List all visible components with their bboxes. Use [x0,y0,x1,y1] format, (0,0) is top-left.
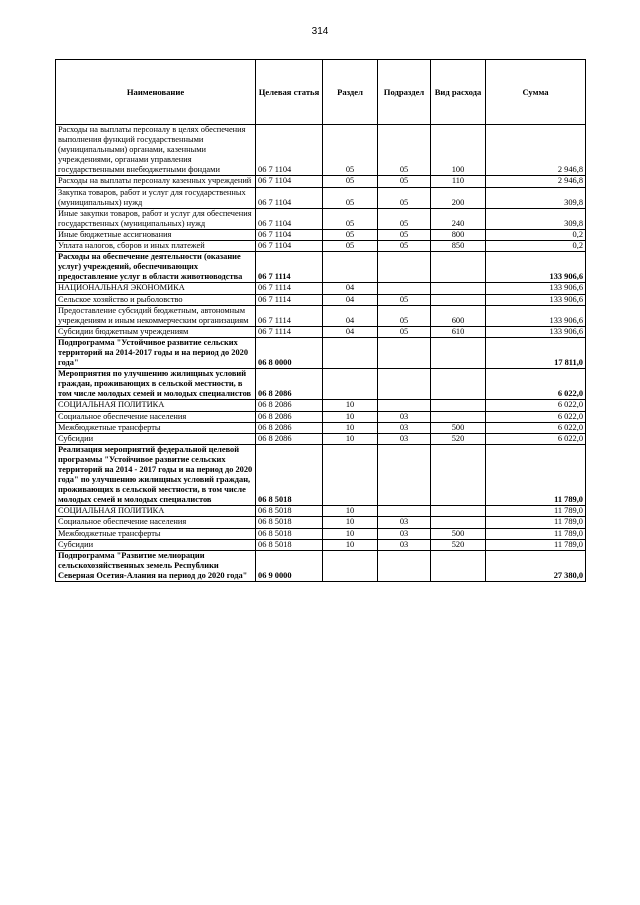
table-row [56,252,586,283]
cell-section: 04 [323,283,378,294]
cell-kind [431,400,486,411]
cell-target: 06 7 1114 [256,294,323,305]
cell-subsection: 05 [378,241,431,252]
budget-table [55,59,586,582]
cell-sum: 6 022,0 [486,411,586,422]
header-kind: Вид расхода [431,60,486,125]
table-row [56,550,586,581]
cell-subsection [378,444,431,506]
table-row [56,506,586,517]
header-name: Наименование [56,60,256,125]
cell-section: 05 [323,125,378,176]
cell-name: Уплата налогов, сборов и иных платежей [56,241,256,252]
cell-target: 06 7 1104 [256,176,323,187]
table-row [56,539,586,550]
cell-sum: 0,2 [486,241,586,252]
cell-kind: 520 [431,433,486,444]
cell-target: 06 7 1114 [256,283,323,294]
cell-subsection: 05 [378,125,431,176]
cell-subsection: 03 [378,528,431,539]
table-row [56,283,586,294]
header-sum: Сумма [486,60,586,125]
cell-sum: 6 022,0 [486,369,586,400]
cell-sum: 133 906,6 [486,283,586,294]
cell-target: 06 8 5018 [256,506,323,517]
cell-subsection: 03 [378,433,431,444]
table-row [56,444,586,506]
cell-sum: 133 906,6 [486,305,586,326]
cell-kind [431,506,486,517]
cell-section: 05 [323,187,378,208]
cell-target: 06 8 0000 [256,337,323,368]
cell-section: 05 [323,208,378,229]
cell-section: 04 [323,305,378,326]
cell-target: 06 7 1114 [256,252,323,283]
cell-section: 10 [323,506,378,517]
cell-kind: 520 [431,539,486,550]
cell-name: Реализация мероприятий федеральной целевой программы "Устойчивое развитие сельских территорий на 2014 - 2017 годы и на период до 2020 года" по улучшению жилищных условий граждан, проживающих в сельской местности, в том числе молодых семей и молодых специалистов [56,444,256,506]
table-row [56,208,586,229]
cell-subsection: 05 [378,305,431,326]
cell-subsection [378,252,431,283]
cell-subsection [378,550,431,581]
cell-subsection [378,283,431,294]
cell-name: Расходы на выплаты персоналу в целях обеспечения выполнения функций государственными (муниципальными) органами, казенными учреждениями, органами управления государственными внебюджетными фондами [56,125,256,176]
table-row [56,176,586,187]
cell-kind: 850 [431,241,486,252]
cell-sum: 2 946,8 [486,176,586,187]
cell-name: Расходы на выплаты персоналу казенных учреждений [56,176,256,187]
cell-kind: 100 [431,125,486,176]
cell-subsection: 03 [378,517,431,528]
cell-target: 06 8 2086 [256,369,323,400]
cell-subsection: 05 [378,176,431,187]
cell-section: 10 [323,422,378,433]
cell-subsection [378,337,431,368]
cell-name: Социальное обеспечение населения [56,411,256,422]
table-row [56,337,586,368]
cell-target: 06 7 1104 [256,187,323,208]
cell-sum: 17 811,0 [486,337,586,368]
cell-section: 10 [323,517,378,528]
cell-kind [431,252,486,283]
cell-section: 05 [323,229,378,240]
cell-name: СОЦИАЛЬНАЯ ПОЛИТИКА [56,400,256,411]
header-section: Раздел [323,60,378,125]
table-row [56,187,586,208]
table-row [56,517,586,528]
table-row [56,125,586,176]
cell-kind [431,294,486,305]
cell-name: Сельское хозяйство и рыболовство [56,294,256,305]
cell-name: СОЦИАЛЬНАЯ ПОЛИТИКА [56,506,256,517]
cell-section: 04 [323,294,378,305]
cell-subsection: 05 [378,187,431,208]
cell-kind [431,411,486,422]
cell-name: Подпрограмма "Развитие мелиорации сельскохозяйственных земель Республики Северная Осетия-Алания на период до 2020 года" [56,550,256,581]
cell-kind [431,283,486,294]
cell-sum: 6 022,0 [486,422,586,433]
cell-sum: 27 380,0 [486,550,586,581]
cell-section: 04 [323,326,378,337]
cell-subsection: 03 [378,539,431,550]
cell-subsection: 05 [378,208,431,229]
header-target: Целевая статья [256,60,323,125]
cell-subsection: 05 [378,326,431,337]
cell-name: Закупка товаров, работ и услуг для государственных (муниципальных) нужд [56,187,256,208]
cell-sum: 6 022,0 [486,400,586,411]
cell-target: 06 8 2086 [256,400,323,411]
cell-section: 05 [323,241,378,252]
cell-kind: 500 [431,528,486,539]
cell-kind: 110 [431,176,486,187]
cell-name: Иные закупки товаров, работ и услуг для обеспечения государственных (муниципальных) нужд [56,208,256,229]
cell-section [323,252,378,283]
cell-target: 06 8 2086 [256,433,323,444]
cell-section: 10 [323,411,378,422]
cell-name: Подпрограмма "Устойчивое развитие сельских территорий на 2014-2017 годы и на период до 2020 года" [56,337,256,368]
cell-kind: 600 [431,305,486,326]
table-row [56,229,586,240]
table-row [56,305,586,326]
cell-target: 06 8 5018 [256,444,323,506]
cell-sum: 11 789,0 [486,517,586,528]
cell-target: 06 9 0000 [256,550,323,581]
table-row [56,411,586,422]
cell-target: 06 7 1104 [256,125,323,176]
cell-section: 10 [323,400,378,411]
header-subsection: Подраздел [378,60,431,125]
cell-target: 06 8 2086 [256,422,323,433]
cell-target: 06 8 2086 [256,411,323,422]
cell-kind: 610 [431,326,486,337]
cell-name: Предоставление субсидий бюджетным, автономным учреждениям и иным некоммерческим организациям [56,305,256,326]
cell-section: 05 [323,176,378,187]
cell-section [323,444,378,506]
cell-kind: 200 [431,187,486,208]
cell-section [323,337,378,368]
cell-kind: 800 [431,229,486,240]
cell-sum: 11 789,0 [486,444,586,506]
cell-subsection: 05 [378,229,431,240]
cell-target: 06 7 1114 [256,305,323,326]
table-row [56,241,586,252]
table-row [56,294,586,305]
cell-section: 10 [323,528,378,539]
cell-name: Субсидии бюджетным учреждениям [56,326,256,337]
cell-subsection [378,400,431,411]
cell-sum: 133 906,6 [486,326,586,337]
cell-name: Межбюджетные трансферты [56,422,256,433]
cell-kind [431,369,486,400]
table-row [56,326,586,337]
cell-subsection: 03 [378,422,431,433]
cell-sum: 11 789,0 [486,506,586,517]
cell-target: 06 7 1104 [256,229,323,240]
cell-sum: 2 946,8 [486,125,586,176]
cell-target: 06 8 5018 [256,517,323,528]
table-row [56,400,586,411]
cell-kind [431,444,486,506]
cell-section [323,550,378,581]
cell-name: Межбюджетные трансферты [56,528,256,539]
page-number: 314 [311,26,329,37]
cell-kind [431,517,486,528]
cell-section: 10 [323,433,378,444]
cell-name: Субсидии [56,539,256,550]
cell-sum: 6 022,0 [486,433,586,444]
cell-sum: 133 906,6 [486,294,586,305]
table-row [56,433,586,444]
cell-sum: 309,8 [486,187,586,208]
table-row [56,369,586,400]
cell-target: 06 7 1114 [256,326,323,337]
cell-sum: 309,8 [486,208,586,229]
cell-subsection: 03 [378,411,431,422]
cell-subsection [378,369,431,400]
cell-target: 06 7 1104 [256,241,323,252]
cell-target: 06 8 5018 [256,528,323,539]
cell-kind [431,550,486,581]
cell-subsection: 05 [378,294,431,305]
cell-name: Иные бюджетные ассигнования [56,229,256,240]
table-row [56,528,586,539]
cell-sum: 11 789,0 [486,539,586,550]
cell-name: Расходы на обеспечение деятельности (оказание услуг) учреждений, обеспечивающих предоставление услуг в области животноводства [56,252,256,283]
cell-name: Мероприятия по улучшению жилищных условий граждан, проживающих в сельской местности, в том числе молодых семей и молодых специалистов [56,369,256,400]
cell-name: НАЦИОНАЛЬНАЯ ЭКОНОМИКА [56,283,256,294]
cell-target: 06 8 5018 [256,539,323,550]
cell-kind [431,337,486,368]
cell-name: Социальное обеспечение населения [56,517,256,528]
table-header-row [56,60,586,125]
cell-sum: 11 789,0 [486,528,586,539]
table-row [56,422,586,433]
cell-target: 06 7 1104 [256,208,323,229]
cell-section: 10 [323,539,378,550]
cell-subsection [378,506,431,517]
cell-section [323,369,378,400]
cell-name: Субсидии [56,433,256,444]
cell-sum: 133 906,6 [486,252,586,283]
cell-sum: 0,2 [486,229,586,240]
cell-kind: 500 [431,422,486,433]
cell-kind: 240 [431,208,486,229]
